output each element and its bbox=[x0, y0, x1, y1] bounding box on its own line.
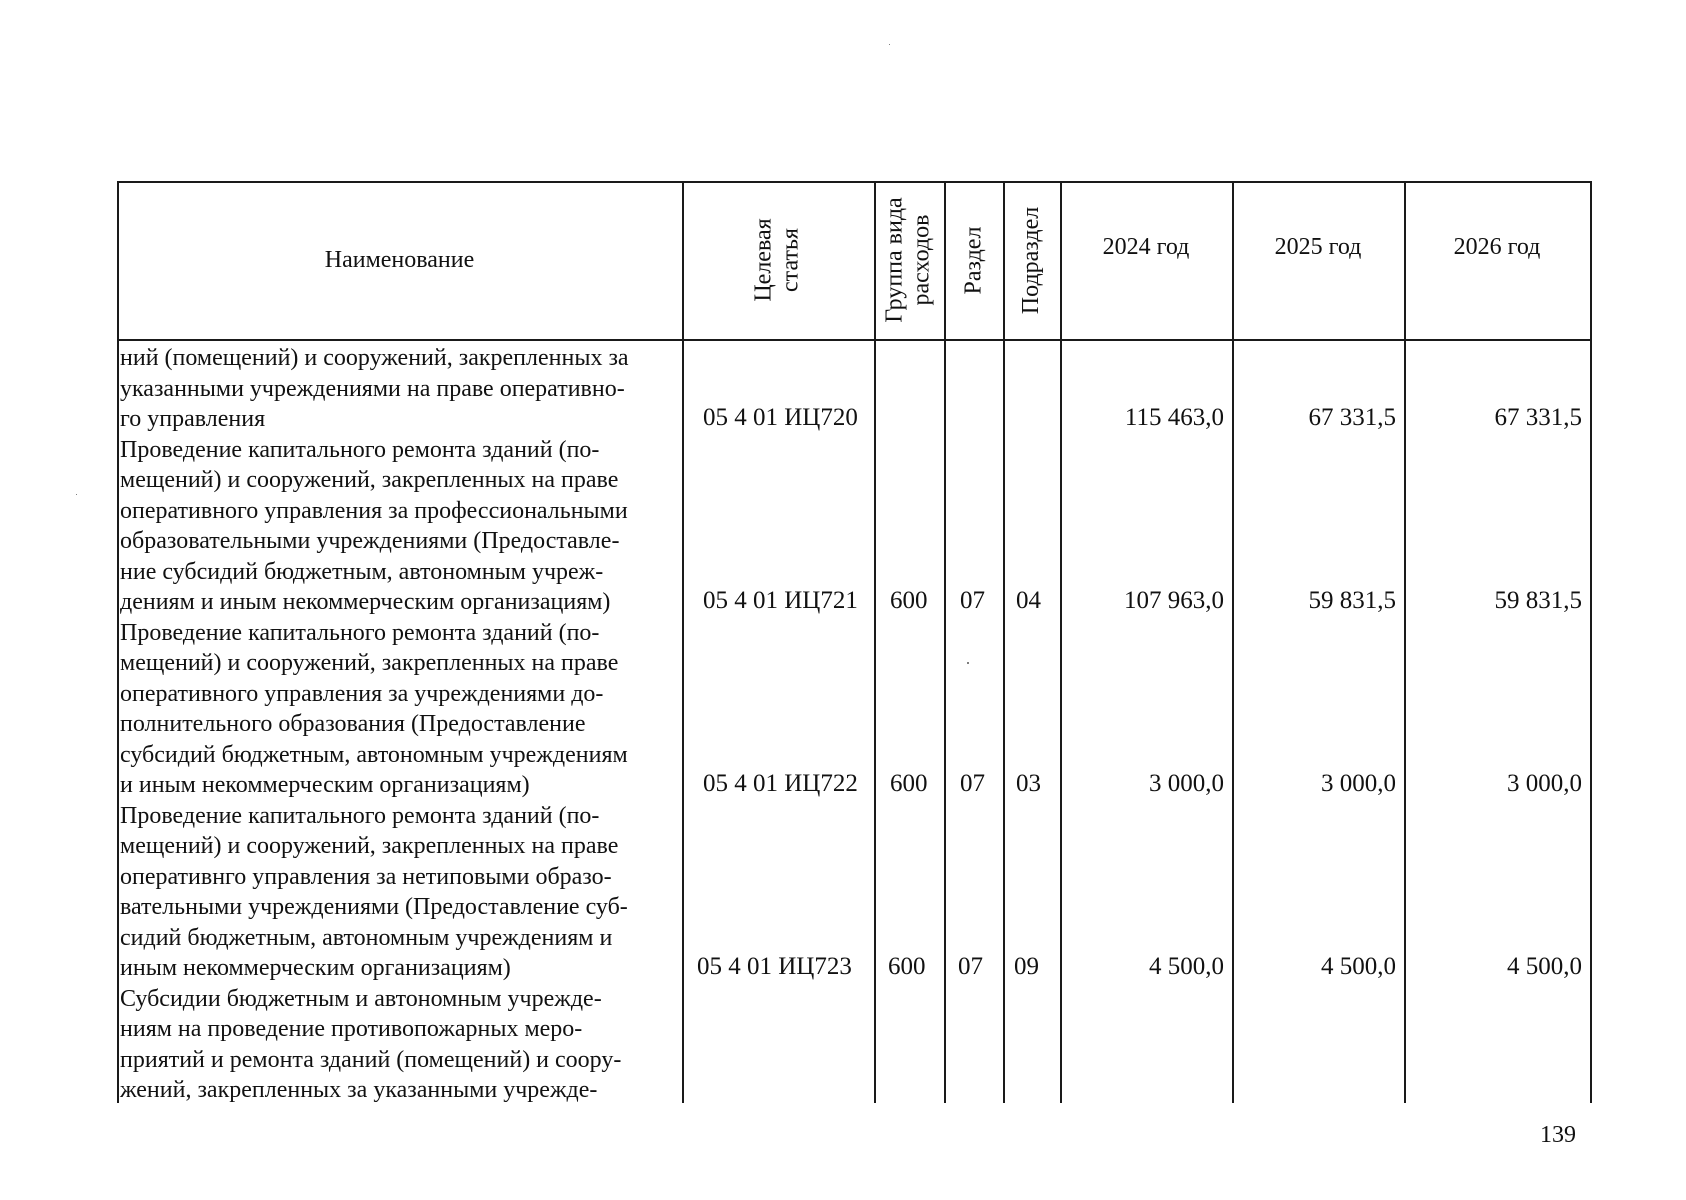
header-2024-label: 2024 год bbox=[1102, 234, 1190, 260]
name-line: мещений) и сооружений, закрепленных на праве bbox=[120, 833, 619, 859]
header-name bbox=[117, 181, 682, 339]
header-section bbox=[944, 181, 1003, 339]
header-target-article-label bbox=[751, 218, 805, 301]
row-2-name bbox=[120, 435, 680, 618]
name-column bbox=[120, 343, 680, 1106]
name-line: мещений) и сооружений, закрепленных на праве bbox=[120, 467, 619, 493]
row-5-name bbox=[120, 984, 680, 1106]
name-line: указанными учреждениями на праве оперативно- bbox=[120, 375, 625, 402]
header-target-article-line-2: статья bbox=[777, 228, 804, 292]
header-bottom-border bbox=[117, 339, 1592, 341]
row-3-code: 05 4 01 ИЦ722 bbox=[703, 770, 858, 797]
name-line: жений, закрепленных за указанными учрежде- bbox=[120, 1077, 598, 1103]
row-4-2026: 4 500,0 bbox=[1507, 953, 1582, 980]
name-line: полнительного образования (Предоставление bbox=[120, 711, 586, 737]
scan-speck bbox=[889, 44, 890, 45]
header-target-article-line-1: Целевая bbox=[750, 218, 777, 302]
name-line: образовательными учреждениями (Предоставле- bbox=[120, 528, 620, 554]
scan-speck bbox=[967, 662, 969, 664]
name-line: дениям и иным некоммерческим организациям) bbox=[120, 589, 611, 615]
name-line: Субсидии бюджетным и автономным учрежде- bbox=[120, 985, 602, 1012]
scan-speck bbox=[76, 494, 77, 495]
name-line: приятий и ремонта зданий (помещений) и соору- bbox=[120, 1046, 622, 1073]
name-line: вательными учреждениями (Предоставление суб- bbox=[120, 894, 628, 920]
header-2026 bbox=[1404, 181, 1590, 339]
row-3-section: 07 bbox=[960, 770, 985, 797]
name-line: субсидий бюджетным, автономным учреждениям bbox=[120, 741, 628, 768]
name-line: иным некоммерческим организациям) bbox=[120, 955, 511, 981]
row-3-2025: 3 000,0 bbox=[1321, 770, 1396, 797]
name-line: ние субсидий бюджетным, автономным учреж- bbox=[120, 558, 604, 585]
row-4-2025: 4 500,0 bbox=[1321, 953, 1396, 980]
row-1-code: 05 4 01 ИЦ720 bbox=[703, 404, 858, 431]
header-section-label: Раздел bbox=[960, 226, 987, 294]
header-expense-group bbox=[874, 181, 944, 339]
header-2024 bbox=[1060, 181, 1232, 339]
name-line: оперативного управления за профессиональными bbox=[120, 497, 628, 524]
budget-table bbox=[117, 181, 1592, 1103]
row-4-code: 05 4 01 ИЦ723 bbox=[697, 953, 852, 980]
row-2-code: 05 4 01 ИЦ721 bbox=[703, 587, 858, 614]
page-number: 139 bbox=[1540, 1122, 1576, 1148]
row-3-2024: 3 000,0 bbox=[1149, 770, 1224, 797]
header-name-label: Наименование bbox=[324, 247, 475, 273]
header-expense-group-label bbox=[882, 197, 936, 322]
name-line: Проведение капитального ремонта зданий (по- bbox=[120, 436, 600, 463]
header-target-article bbox=[682, 181, 874, 339]
header-2025-label: 2025 год bbox=[1274, 234, 1362, 260]
name-line: оперативнго управления за нетиповыми образо- bbox=[120, 863, 612, 890]
name-line: Проведение капитального ремонта зданий (по- bbox=[120, 802, 600, 829]
row-4-subsection: 09 bbox=[1014, 953, 1039, 980]
name-line: го управления bbox=[120, 406, 266, 432]
header-subsection-label: Подраздел bbox=[1018, 206, 1045, 314]
row-1-name bbox=[120, 343, 680, 435]
header-expense-group-line-2: расходов bbox=[909, 214, 935, 306]
name-line: сидий бюджетным, автономным учреждениям и bbox=[120, 924, 613, 951]
name-line: оперативного управления за учреждениями до- bbox=[120, 680, 604, 707]
row-2-2026: 59 831,5 bbox=[1494, 587, 1582, 614]
name-line: ний (помещений) и сооружений, закрепленных за bbox=[120, 345, 629, 371]
row-2-subsection: 04 bbox=[1016, 587, 1041, 614]
header-subsection bbox=[1003, 181, 1060, 339]
row-3-name bbox=[120, 618, 680, 801]
name-line: Проведение капитального ремонта зданий (по- bbox=[120, 619, 600, 646]
row-2-2025: 59 831,5 bbox=[1308, 587, 1396, 614]
row-4-section: 07 bbox=[958, 953, 983, 980]
header-2025 bbox=[1232, 181, 1404, 339]
row-3-2026: 3 000,0 bbox=[1507, 770, 1582, 797]
row-1-2024: 115 463,0 bbox=[1124, 404, 1224, 431]
row-3-subsection: 03 bbox=[1016, 770, 1041, 797]
row-2-section: 07 bbox=[960, 587, 985, 614]
row-4-group: 600 bbox=[888, 953, 926, 980]
row-4-2024: 4 500,0 bbox=[1149, 953, 1224, 980]
name-line: мещений) и сооружений, закрепленных на праве bbox=[120, 650, 619, 676]
row-4-name bbox=[120, 801, 680, 984]
name-line: и иным некоммерческим организациям) bbox=[120, 772, 530, 798]
col-border-8 bbox=[1590, 181, 1592, 1103]
row-1-2025: 67 331,5 bbox=[1308, 404, 1396, 431]
header-2026-label: 2026 год bbox=[1453, 234, 1541, 260]
row-2-2024: 107 963,0 bbox=[1124, 587, 1224, 614]
header-expense-group-line-1: Группа вида bbox=[882, 197, 908, 323]
row-1-2026: 67 331,5 bbox=[1494, 404, 1582, 431]
row-3-group: 600 bbox=[890, 770, 928, 797]
row-2-group: 600 bbox=[890, 587, 928, 614]
name-line: ниям на проведение противопожарных меро- bbox=[120, 1016, 583, 1042]
